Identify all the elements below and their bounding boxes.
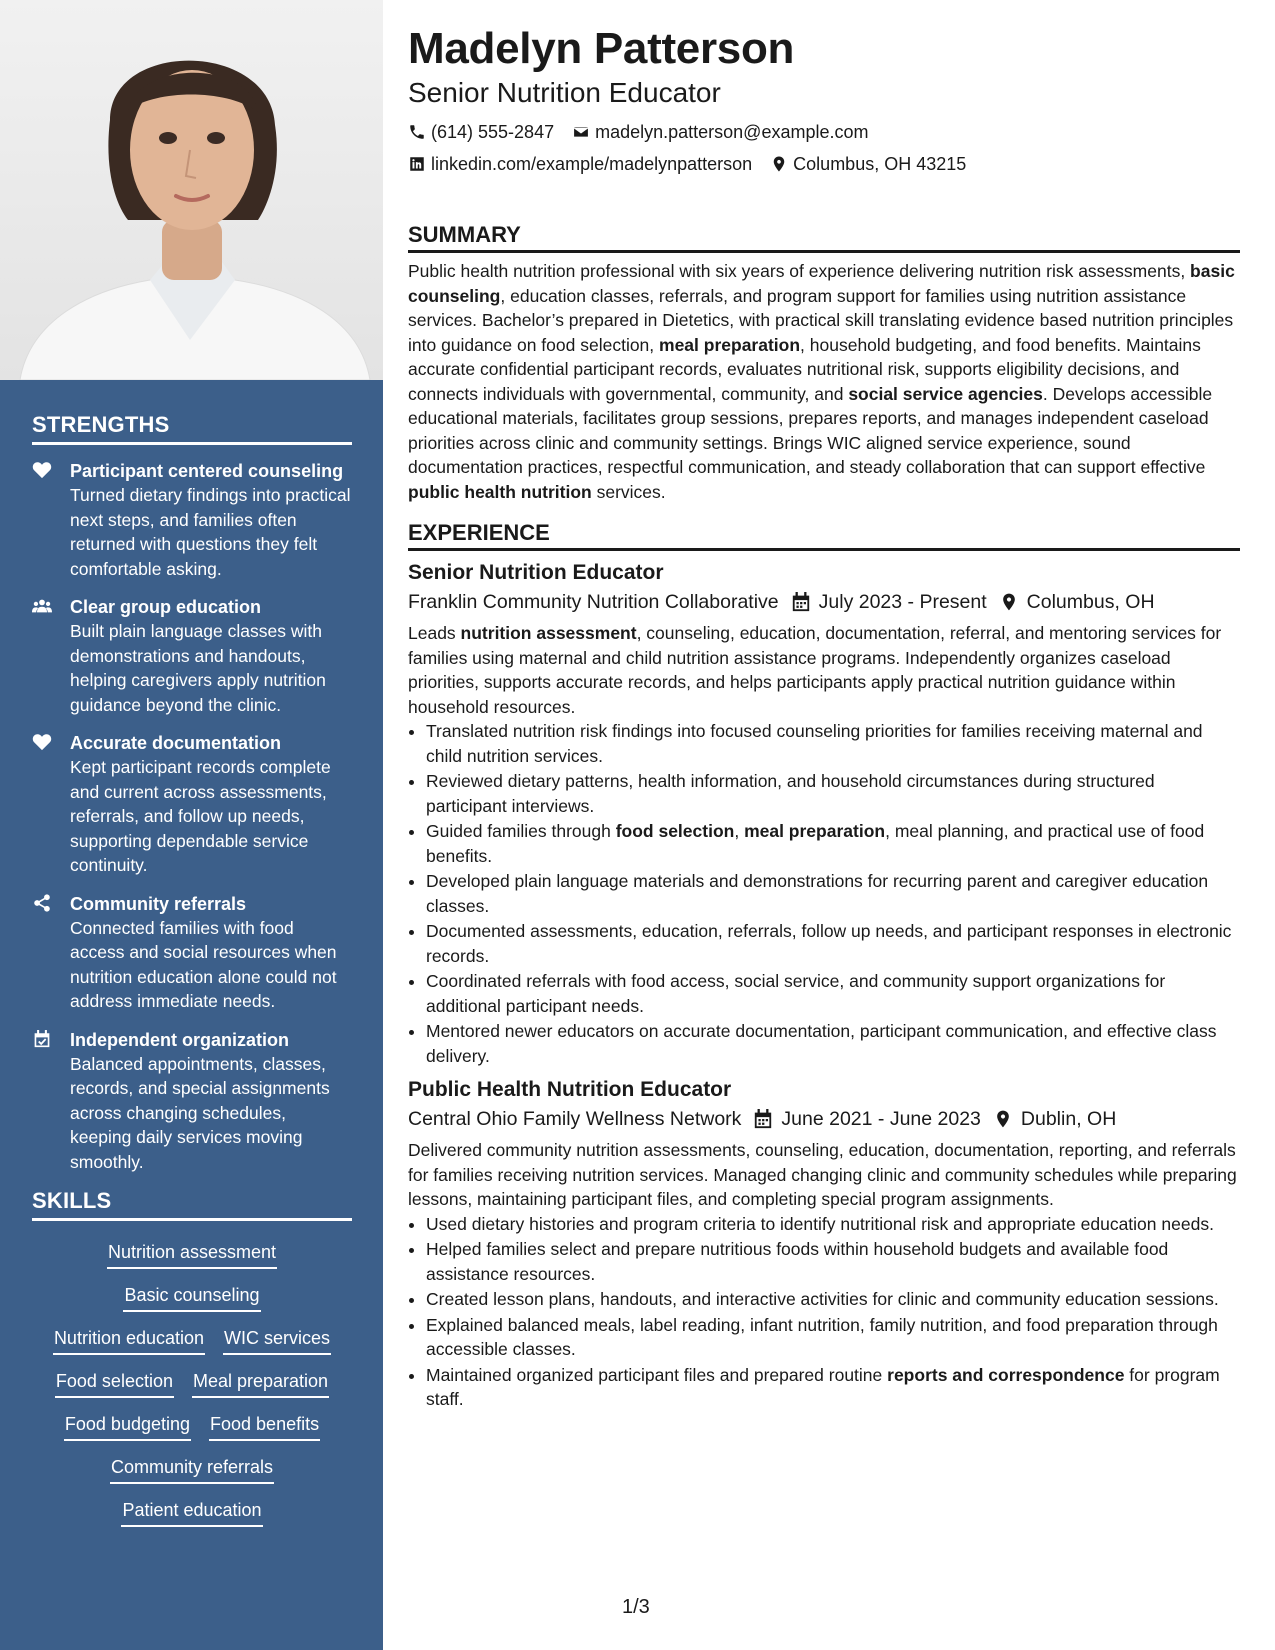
bullet-item bbox=[426, 1237, 1240, 1286]
heart-icon bbox=[32, 459, 70, 581]
skills-heading: SKILLS bbox=[32, 1188, 352, 1221]
location-contact bbox=[770, 148, 966, 180]
skill-tag: Food budgeting bbox=[64, 1411, 191, 1441]
bullet-item bbox=[426, 1287, 1240, 1312]
sidebar-content bbox=[32, 412, 352, 1540]
skill-tag: Food selection bbox=[55, 1368, 174, 1398]
text-run: Maintained organized participant files and prepared routine bbox=[426, 1364, 888, 1385]
text-run: Coordinated referrals with food access, social service, and community support organizations for additional participant needs. bbox=[426, 971, 1166, 1016]
email-contact[interactable] bbox=[572, 116, 868, 148]
bullet-item bbox=[426, 769, 1240, 818]
strength-title: Independent organization bbox=[70, 1029, 289, 1050]
phone-contact[interactable] bbox=[408, 116, 554, 148]
strength-description: Kept participant records complete and current across assessments, referrals, and follow up needs, supporting dependable service continuity. bbox=[70, 757, 331, 875]
strengths-heading: STRENGTHS bbox=[32, 412, 352, 445]
job-bullets bbox=[408, 719, 1240, 1068]
bold-phrase: nutrition assessment bbox=[460, 623, 637, 643]
map-pin-icon bbox=[999, 592, 1019, 612]
text-run: Mentored newer educators on accurate documentation, participant communication, and effective class delivery. bbox=[426, 1021, 1217, 1066]
contact-line bbox=[408, 148, 1240, 180]
bullet-item bbox=[426, 919, 1240, 968]
share-icon bbox=[32, 892, 70, 1014]
text-run: Used dietary histories and program criteria to identify nutritional risk and appropriate education needs. bbox=[426, 1213, 1214, 1234]
strength-title: Accurate documentation bbox=[70, 733, 282, 753]
skill-tag: Community referrals bbox=[110, 1454, 274, 1484]
strength-title: Participant centered counseling bbox=[70, 461, 344, 481]
skill-tag: Meal preparation bbox=[192, 1368, 329, 1398]
text-run: Documented assessments, education, referrals, follow up needs, and participant responses in electronic records. bbox=[426, 921, 1232, 966]
sidebar bbox=[0, 0, 383, 1650]
heart-icon bbox=[32, 731, 70, 878]
skill-tag: WIC services bbox=[223, 1325, 331, 1355]
job-entry bbox=[408, 559, 1240, 1068]
strength-description: Connected families with food access and social resources when nutrition education alone could not address immediate needs. bbox=[70, 917, 337, 1011]
strength-title: Community referrals bbox=[70, 893, 247, 914]
strength-item bbox=[32, 731, 352, 878]
bullet-item bbox=[426, 1313, 1240, 1362]
company-name: Franklin Community Nutrition Collaborative bbox=[408, 591, 779, 613]
location-text: Columbus, OH 43215 bbox=[793, 154, 967, 174]
skill-tag: Basic counseling bbox=[123, 1282, 260, 1312]
strength-item bbox=[32, 595, 352, 717]
text-run: Translated nutrition risk findings into focused counseling priorities for families receiving maternal and child nutrition services. bbox=[426, 721, 1203, 766]
envelope-icon bbox=[572, 123, 590, 141]
company-name: Central Ohio Family Wellness Network bbox=[408, 1108, 742, 1130]
bullet-item bbox=[426, 1212, 1240, 1237]
text-run: , household budgeting, and food benefits. Maintains accurate confidential participant records, evaluates nutritional risk, supports eligibility decisions, and connects individuals with governmental, community, and bbox=[408, 334, 1201, 404]
text-run: . Develops accessible educational materials, facilitates group sessions, prepares reports, and manages independent caseload priorities across clinic and community settings. Brings WIC aligned service experience, sound documentation practices, respectful communication, and steady collaboration that can support effective bbox=[408, 383, 1213, 477]
text-run: Delivered community nutrition assessments, counseling, education, documentation, reporting, and referrals for families receiving nutrition services. Managed changing clinic and community schedules while preparing lessons, maintaining participant files, and completing special program assignments. bbox=[408, 1140, 1237, 1209]
email-address: madelyn.patterson@example.com bbox=[595, 122, 869, 142]
phone-number: (614) 555-2847 bbox=[431, 122, 555, 142]
bullet-item bbox=[426, 819, 1240, 868]
bold-phrase: reports and correspondence bbox=[887, 1364, 1125, 1385]
bullet-item bbox=[426, 1363, 1240, 1412]
map-pin-icon bbox=[993, 1109, 1013, 1129]
calendar-icon bbox=[791, 592, 811, 612]
strength-title: Clear group education bbox=[70, 597, 262, 617]
skill-tag: Food benefits bbox=[209, 1411, 320, 1441]
job-title: Public Health Nutrition Educator bbox=[408, 1078, 732, 1101]
skill-tag: Nutrition education bbox=[53, 1325, 205, 1355]
job-location: Columbus, OH bbox=[1026, 591, 1155, 613]
bullet-item bbox=[426, 869, 1240, 918]
linkedin-url: linkedin.com/example/madelynpatterson bbox=[431, 154, 753, 174]
strength-item bbox=[32, 1028, 352, 1175]
bullet-item bbox=[426, 1019, 1240, 1068]
job-dates: June 2021 - June 2023 bbox=[781, 1108, 981, 1130]
job-dates: July 2023 - Present bbox=[818, 591, 987, 613]
summary-heading: SUMMARY bbox=[408, 222, 1240, 253]
calendar-icon bbox=[753, 1109, 773, 1129]
text-run: , meal planning, and practical use of food benefits. bbox=[426, 821, 1205, 866]
contact-line bbox=[408, 116, 1240, 148]
linkedin-contact[interactable] bbox=[408, 148, 752, 180]
candidate-title: Senior Nutrition Educator bbox=[408, 77, 721, 108]
bold-phrase: meal preparation bbox=[744, 821, 886, 841]
text-run: Public health nutrition professional with six years of experience delivering nutrition risk assessments, bbox=[408, 261, 1191, 281]
text-run: , education classes, referrals, and program support for families using nutrition assistance services. Bachelor’s prepared in Dietetics, with practical skill translating evidence based nutrition principles into guidance on food selection, bbox=[408, 285, 1234, 355]
main-content bbox=[408, 22, 1240, 1413]
skills-list bbox=[32, 1235, 352, 1527]
linkedin-icon bbox=[408, 155, 426, 173]
portrait-image bbox=[0, 0, 383, 380]
bold-phrase: social service agencies bbox=[848, 383, 1043, 404]
strength-item bbox=[32, 459, 352, 581]
text-run: Created lesson plans, handouts, and interactive activities for clinic and community education sessions. bbox=[426, 1289, 1219, 1309]
bold-phrase: meal preparation bbox=[659, 334, 801, 355]
profile-photo bbox=[0, 0, 383, 380]
job-meta bbox=[408, 1104, 1240, 1134]
job-bullets bbox=[408, 1212, 1240, 1412]
text-run: Helped families select and prepare nutritious foods within household budgets and available food assistance resources. bbox=[426, 1239, 1169, 1284]
strength-description: Balanced appointments, classes, records, and special assignments across changing schedules, keeping daily services moving smoothly. bbox=[70, 1053, 330, 1172]
text-run: , bbox=[734, 821, 745, 841]
text-run: Developed plain language materials and demonstrations for recurring parent and caregiver education classes. bbox=[426, 871, 1209, 916]
strength-item bbox=[32, 892, 352, 1014]
strength-description: Built plain language classes with demonstrations and handouts, helping caregivers apply nutrition guidance beyond the clinic. bbox=[70, 621, 326, 715]
job-title: Senior Nutrition Educator bbox=[408, 561, 664, 584]
text-run: services. bbox=[591, 481, 666, 502]
map-pin-icon bbox=[770, 155, 788, 173]
skill-tag: Patient education bbox=[121, 1497, 262, 1527]
bold-phrase: public health nutrition bbox=[408, 481, 592, 502]
bold-phrase: basic counseling bbox=[408, 261, 1235, 306]
phone-icon bbox=[408, 123, 426, 141]
users-icon bbox=[32, 595, 70, 717]
text-run: Guided families through bbox=[426, 821, 616, 841]
text-run: Reviewed dietary patterns, health information, and household circumstances during structured participant interviews. bbox=[426, 771, 1155, 816]
bullet-item bbox=[426, 969, 1240, 1018]
summary-text bbox=[408, 259, 1240, 504]
experience-heading: EXPERIENCE bbox=[408, 520, 1240, 551]
job-meta bbox=[408, 587, 1240, 617]
job-location: Dublin, OH bbox=[1020, 1108, 1117, 1130]
bold-phrase: food selection bbox=[615, 821, 735, 841]
text-run: Explained balanced meals, label reading, infant nutrition, family nutrition, and food preparation through accessible classes. bbox=[426, 1314, 1218, 1359]
page-number: 1/3 bbox=[622, 1596, 650, 1618]
skill-tag: Nutrition assessment bbox=[107, 1239, 277, 1269]
job-summary bbox=[408, 1138, 1240, 1212]
bullet-item bbox=[426, 719, 1240, 768]
calendar-check-icon bbox=[32, 1028, 70, 1175]
text-run: Leads bbox=[408, 623, 461, 643]
job-summary bbox=[408, 621, 1240, 719]
candidate-name: Madelyn Patterson bbox=[408, 24, 795, 73]
text-run: , counseling, education, documentation, referral, and mentoring services for families using maternal and child nutrition assistance programs. Independently organizes caseload priorities, supports accurate records, and helps participants apply practical nutrition guidance within household resources. bbox=[408, 623, 1222, 717]
text-run: for program staff. bbox=[426, 1364, 1220, 1409]
strength-description: Turned dietary findings into practical next steps, and families often returned with questions they felt comfortable asking. bbox=[70, 485, 351, 579]
job-entry bbox=[408, 1076, 1240, 1412]
